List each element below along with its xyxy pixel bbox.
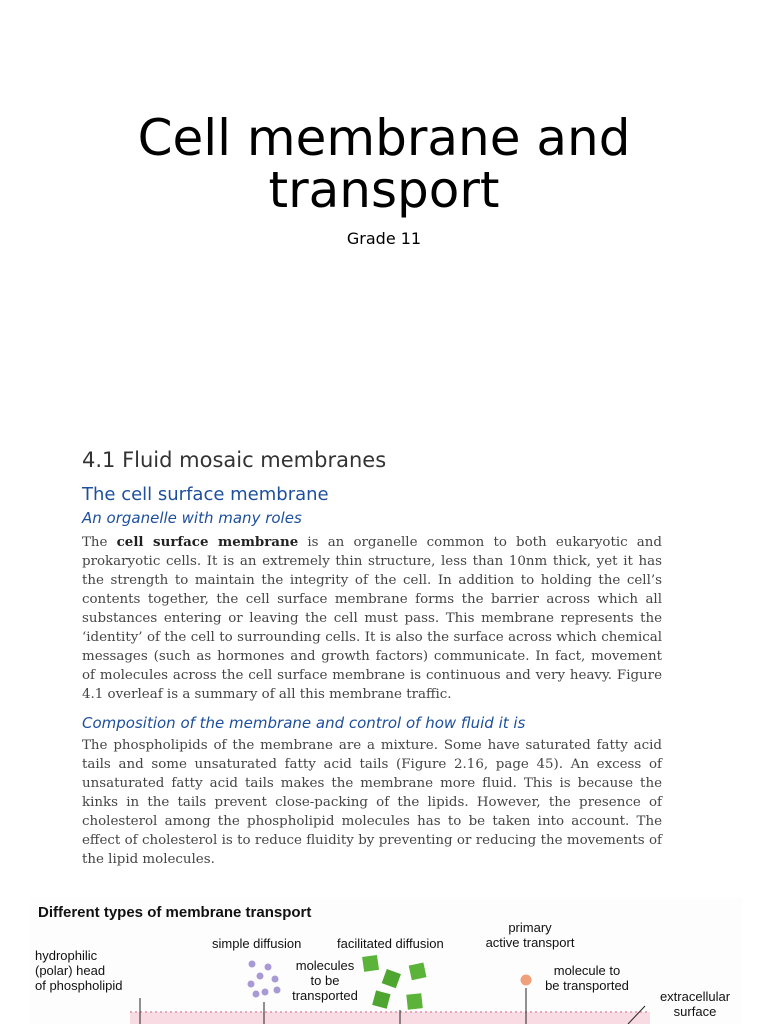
figure-title: Different types of membrane transport [38, 904, 312, 921]
cube-molecule [362, 955, 379, 972]
para1-rest: is an organelle common to both eukaryotic and prokaryotic cells. It is an extremely thin structure, less than 10nm thick, yet it has the strength to maintain the integrity of the cell. In addition to holding the cell’s contents together, the cell surface membrane forms the barrier across which all substances entering or leaving the cell must pass. This membrane represents the ‘identity’ of the cell to surrounding cells. It is also the surface across which chemical messages (such as hormones and growth factors) communicate. In fact, movement of molecules across the cell surface membrane is continuous and very heavy. Figure 4.1 overleaf is a summary of all this membrane traffic. [82, 535, 662, 702]
label-primary-active-transport: primary active transport [485, 920, 575, 950]
active-transport-molecule [521, 975, 532, 986]
slide-title-line-1: Cell membrane and [137, 109, 631, 167]
slide-title [0, 109, 768, 219]
molecule-dot [248, 981, 255, 988]
para1-intro: The [82, 535, 117, 550]
molecule-dot [253, 991, 260, 998]
molecule-dot [262, 989, 269, 996]
molecule-dot [265, 964, 272, 971]
figure-graphics [30, 898, 742, 1024]
label-hydrophilic-head: hydrophilic (polar) head of phospholipid [35, 948, 123, 993]
cube-molecule [406, 993, 422, 1009]
paragraph-composition: The phospholipids of the membrane are a mixture. Some have saturated fatty acid tails and some unsaturated fatty acid tails (Figure 2.16, page 45). An excess of unsaturated fatty acid tails makes the membrane more fluid. This is because the kinks in the tails prevent close-packing of the lipids. However, the presence of cholesterol among the phospholipid molecules has to be taken into account. The effect of cholesterol is to reduce fluidity by preventing or reducing the movements of the lipid molecules. [82, 738, 662, 867]
label-molecules-to-be-transported: molecules to be transported [292, 958, 358, 1003]
section-heading: 4.1 Fluid mosaic membranes [82, 448, 387, 472]
heading-cell-surface-membrane: The cell surface membrane [82, 484, 329, 505]
label-molecule-to-be-transported: molecule to be transported [545, 963, 629, 993]
cube-molecule [409, 962, 427, 980]
molecule-dot [257, 973, 264, 980]
cube-molecule [382, 969, 401, 988]
subheading-organelle-roles: An organelle with many roles [82, 509, 302, 527]
molecule-dot [272, 976, 279, 983]
paragraph-cell-surface-membrane [82, 533, 662, 704]
molecule-dot [249, 961, 256, 968]
label-facilitated-diffusion: facilitated diffusion [337, 936, 444, 951]
document-excerpt [82, 448, 662, 869]
para1-bold-term: cell surface membrane [116, 534, 299, 550]
label-extracellular-surface: extracellular surface [659, 989, 731, 1019]
subheading-composition: Composition of the membrane and control of how fluid it is [82, 714, 526, 732]
cube-molecule [372, 990, 390, 1008]
slide-subtitle: Grade 11 [346, 229, 422, 248]
molecule-dot [274, 987, 281, 994]
membrane-transport-figure [30, 898, 742, 1024]
simple-diffusion-molecules [248, 961, 281, 998]
membrane-surface [130, 1012, 650, 1024]
slide-title-line-2: transport [268, 161, 500, 219]
facilitated-diffusion-molecules [362, 955, 426, 1010]
label-simple-diffusion: simple diffusion [212, 936, 302, 951]
